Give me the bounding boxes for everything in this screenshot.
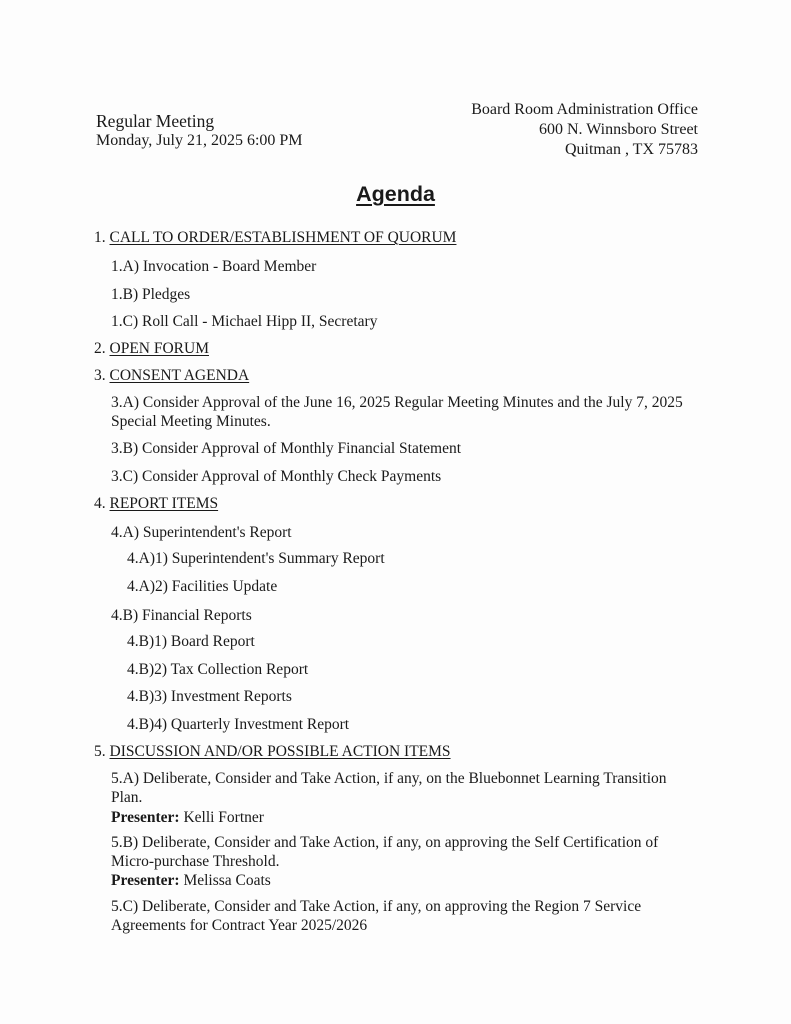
section-number: 1. (94, 229, 106, 246)
section-heading-1 (94, 229, 456, 247)
agenda-subitem-4b2: 4.B)2) Tax Collection Report (127, 661, 309, 678)
section-number: 3. (94, 367, 106, 384)
section-heading-4 (94, 495, 218, 513)
meeting-info (96, 111, 303, 151)
location-line-2: 600 N. Winnsboro Street (538, 121, 698, 138)
section-heading-3 (94, 367, 249, 385)
presenter-5a (111, 808, 264, 827)
section-number: 4. (94, 495, 106, 512)
section-title: CALL TO ORDER/ESTABLISHMENT OF QUORUM (109, 229, 457, 246)
meeting-datetime: Monday, July 21, 2025 6:00 PM (96, 132, 303, 149)
section-title: OPEN FORUM (109, 340, 209, 357)
meeting-location (471, 100, 698, 160)
agenda-subitem-4b3: 4.B)3) Investment Reports (127, 688, 292, 705)
agenda-item-1c: 1.C) Roll Call - Michael Hipp II, Secretary (111, 313, 378, 330)
presenter-name: Kelli Fortner (183, 809, 264, 826)
presenter-5b (111, 871, 271, 890)
page-title: Agenda (356, 182, 435, 206)
agenda-item-5b: 5.B) Deliberate, Consider and Take Action, if any, on approving the Self Certification of Micro-purchase Threshold. (111, 834, 659, 870)
meeting-type: Regular Meeting (96, 111, 215, 131)
presenter-label: Presenter: (111, 809, 180, 826)
location-line-3: Quitman , TX 75783 (564, 141, 698, 158)
agenda-item-3a: 3.A) Consider Approval of the June 16, 2025 Regular Meeting Minutes and the July 7, 2025 Special Meeting Minutes. (111, 394, 683, 430)
section-heading-2 (94, 340, 209, 358)
agenda-item-4a: 4.A) Superintendent's Report (111, 524, 292, 541)
section-title: REPORT ITEMS (109, 495, 219, 512)
agenda-subitem-4a1: 4.A)1) Superintendent's Summary Report (127, 550, 385, 567)
agenda-item-3c: 3.C) Consider Approval of Monthly Check Payments (111, 468, 442, 485)
section-number: 5. (94, 743, 106, 760)
agenda-subitem-4a2: 4.A)2) Facilities Update (127, 578, 278, 595)
agenda-item-4b: 4.B) Financial Reports (111, 607, 252, 624)
section-heading-5 (94, 743, 451, 761)
section-title: DISCUSSION AND/OR POSSIBLE ACTION ITEMS (109, 743, 451, 760)
agenda-item-1b: 1.B) Pledges (111, 286, 191, 303)
agenda-item-5c: 5.C) Deliberate, Consider and Take Action, if any, on approving the Region 7 Service Agreements for Contract Year 2025/2026 (111, 898, 642, 934)
location-line-1: Board Room Administration Office (471, 101, 698, 118)
agenda-subitem-4b4: 4.B)4) Quarterly Investment Report (127, 716, 350, 733)
section-number: 2. (94, 340, 106, 357)
agenda-item-5a: 5.A) Deliberate, Consider and Take Action, if any, on the Bluebonnet Learning Transition Plan. (111, 770, 667, 806)
agenda-item-1a: 1.A) Invocation - Board Member (111, 258, 317, 275)
presenter-label: Presenter: (111, 872, 180, 889)
agenda-subitem-4b1: 4.B)1) Board Report (127, 633, 255, 650)
agenda-item-3b: 3.B) Consider Approval of Monthly Financial Statement (111, 440, 461, 457)
section-title: CONSENT AGENDA (109, 367, 250, 384)
presenter-name: Melissa Coats (183, 872, 271, 889)
